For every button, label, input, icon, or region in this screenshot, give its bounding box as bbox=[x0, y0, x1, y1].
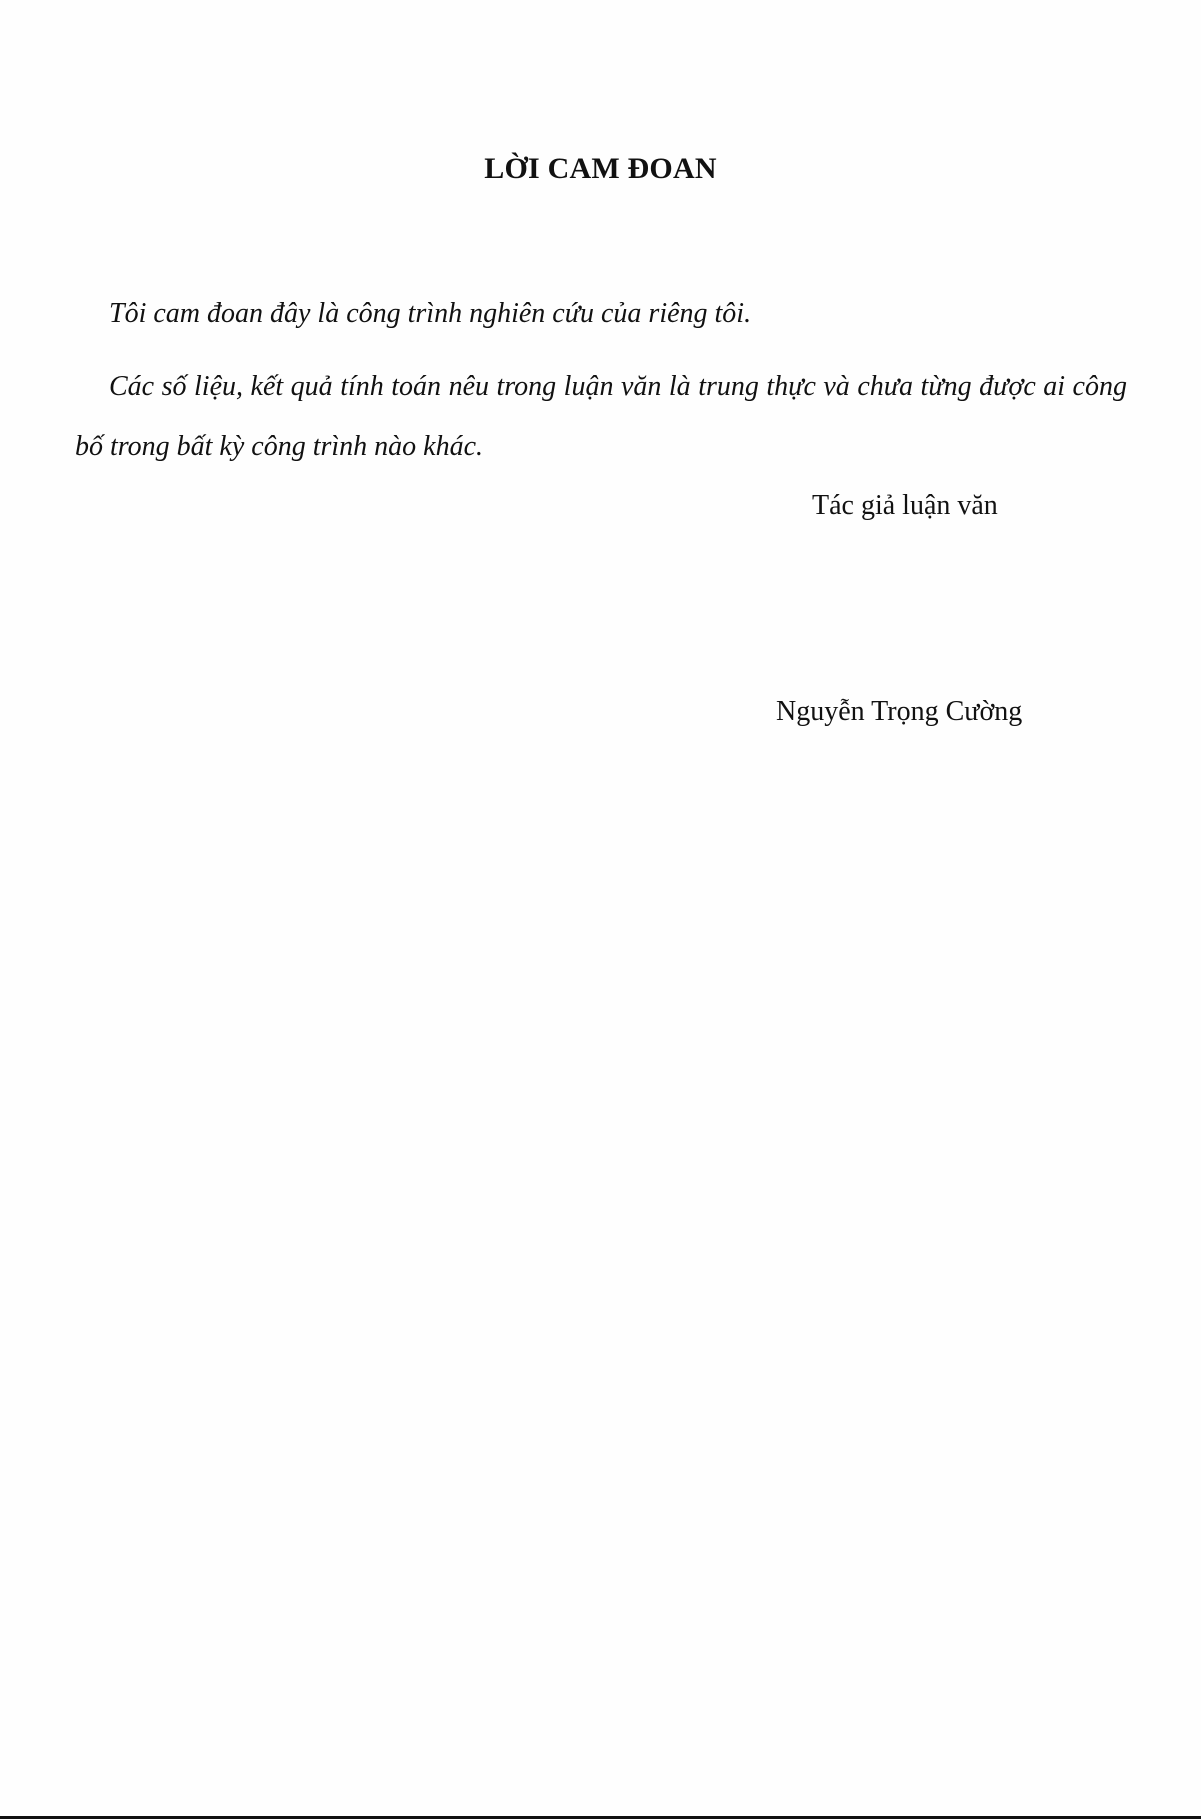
declaration-paragraph-1: Tôi cam đoan đây là công trình nghiên cứu của riêng tôi. bbox=[109, 298, 752, 329]
page-title: LỜI CAM ĐOAN bbox=[484, 152, 717, 185]
declaration-paragraph-2: Các số liệu, kết quả tính toán nêu trong luận văn là trung thực và chưa từng được ai công bố trong bất kỳ công trình nào khác. bbox=[75, 371, 1127, 462]
author-label: Tác giả luận văn bbox=[812, 490, 998, 521]
author-name: Nguyễn Trọng Cường bbox=[776, 696, 1023, 727]
